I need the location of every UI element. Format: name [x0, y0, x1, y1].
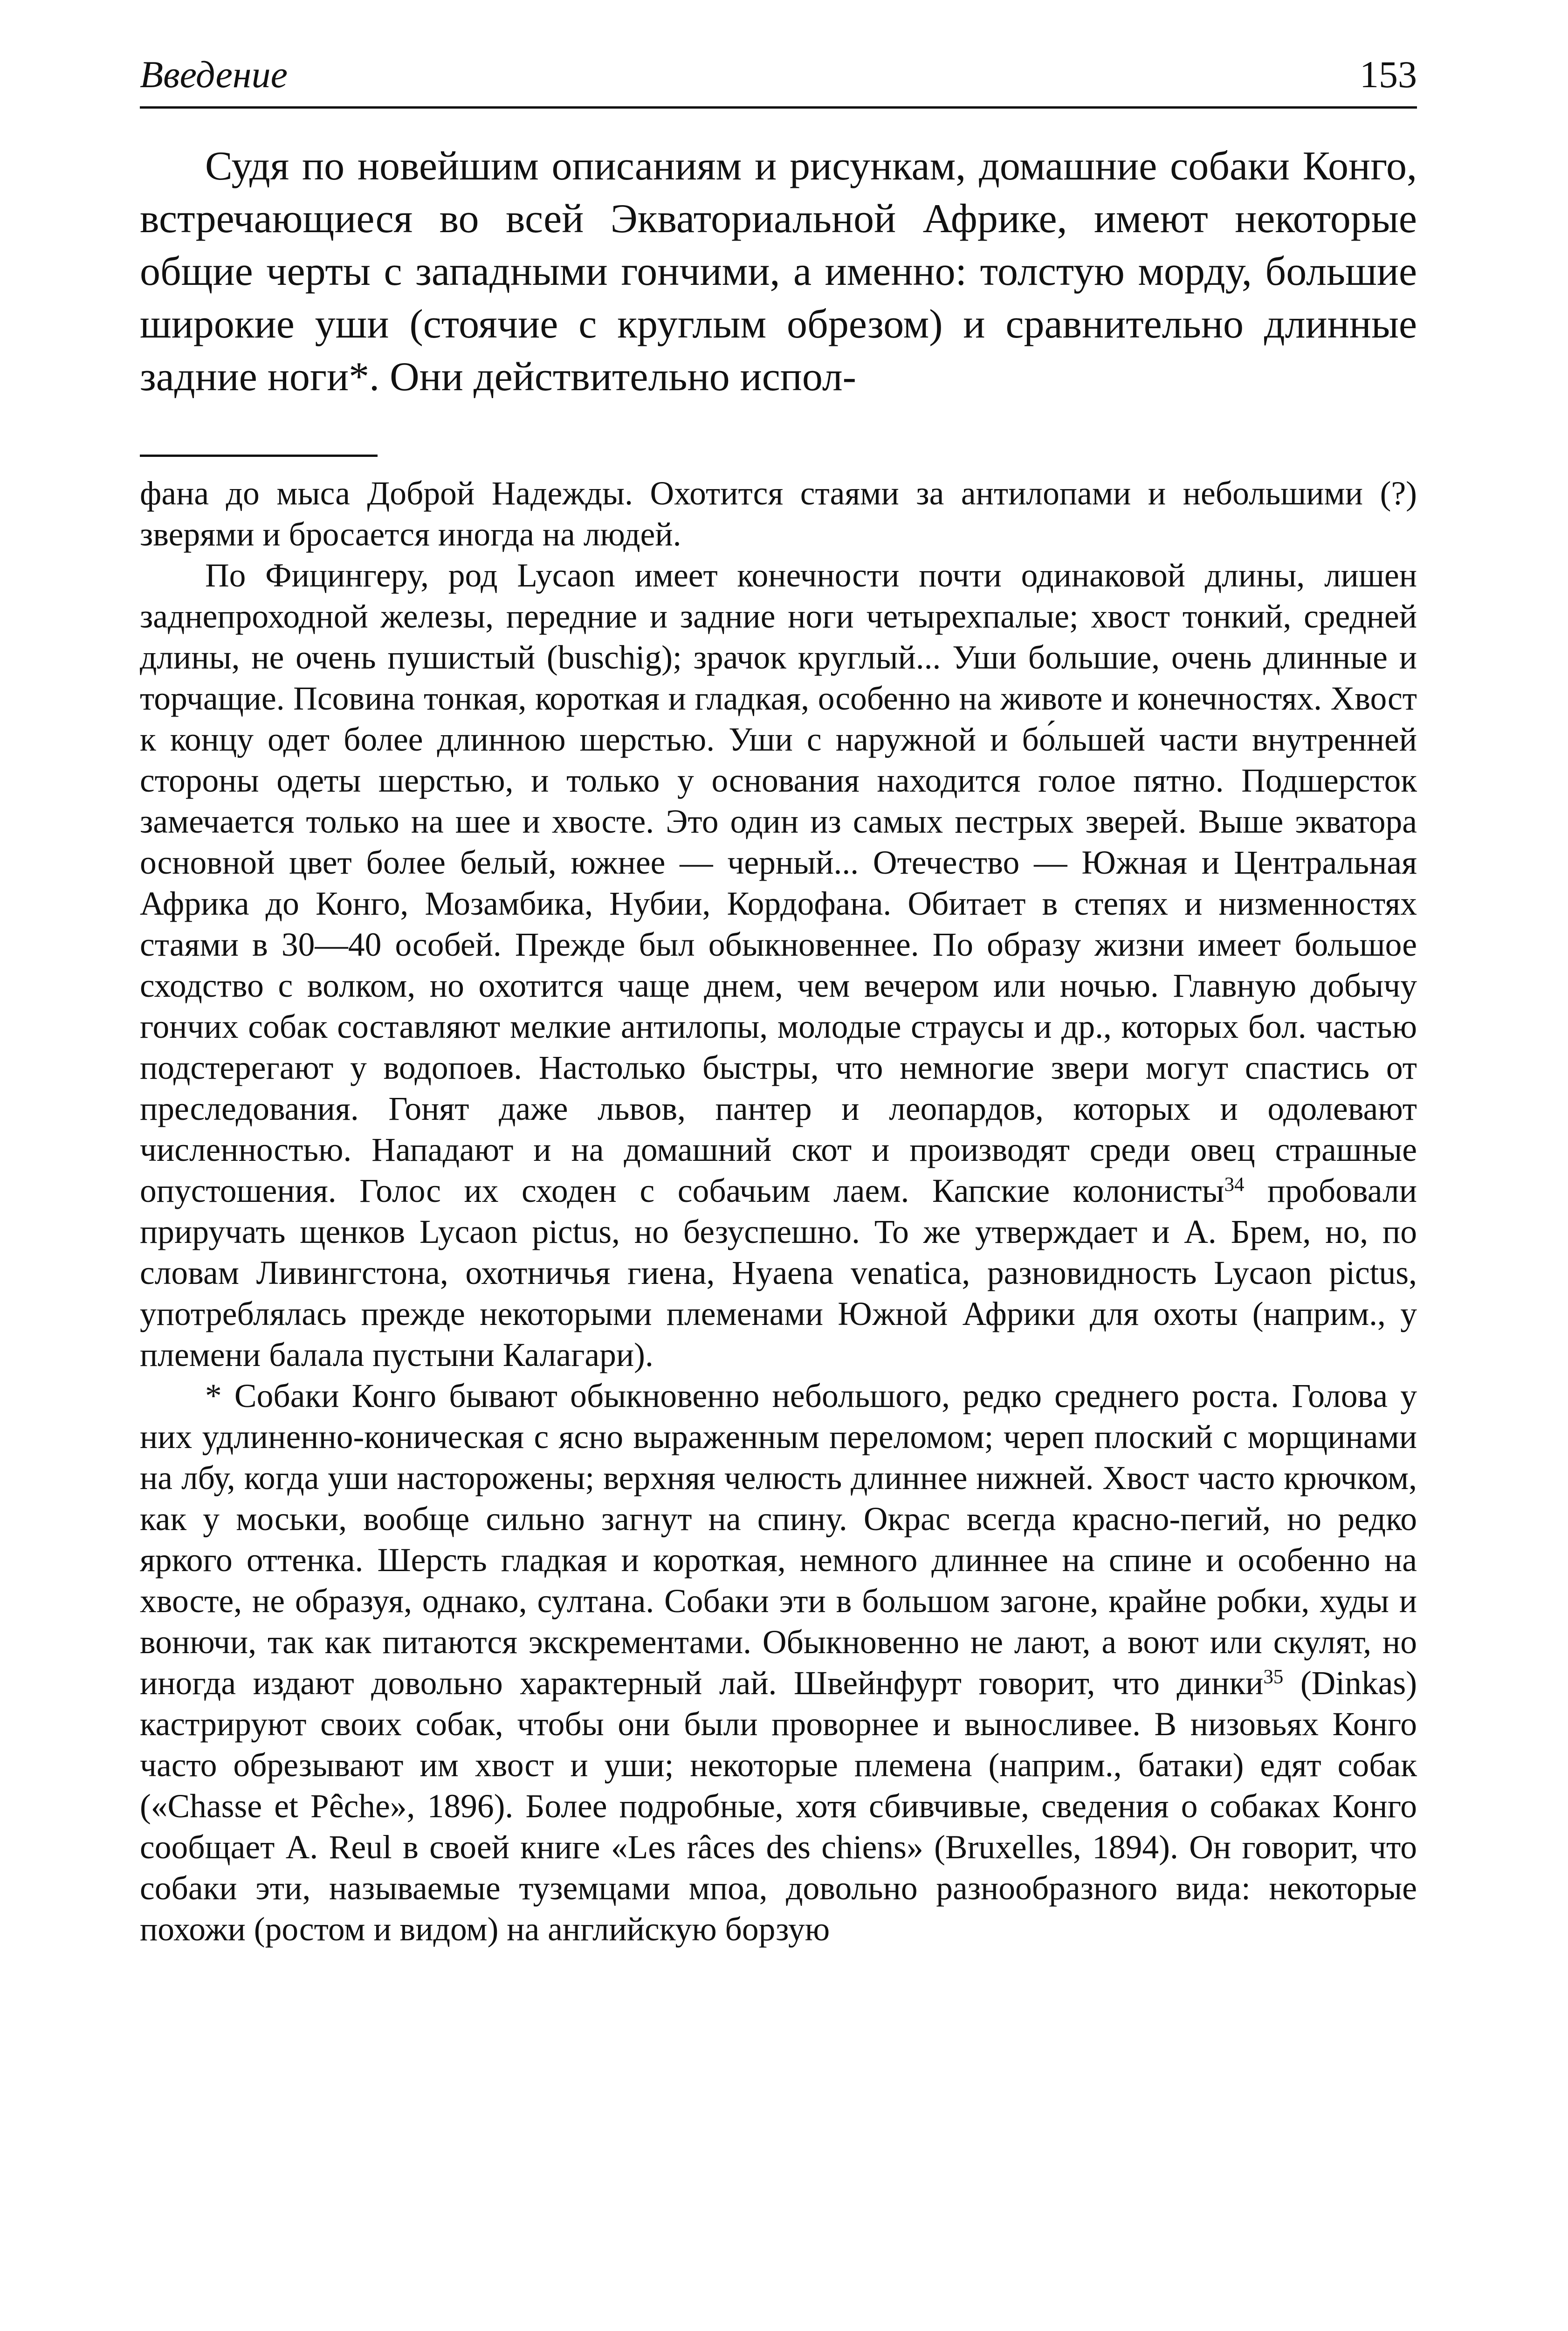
running-title: Введение [140, 53, 288, 96]
footnote-text: пробовали приручать щенков Lycaon pictus, но безуспешно. То же утверждает и А. Брем, но, по словам Ливингстона, охотничья гиена, Hyaena venatica, разновидность Lycaon pictus, употреблялась прежде некоторыми племенами Южной Африки для охоты (наприм., у племени балала пустыни Калагари). [140, 1172, 1417, 1373]
main-paragraph: Судя по новейшим описаниям и рисункам, домашние собаки Конго, встречающиеся во всей Экваториальной Африке, имеют некоторые общие черты с западными гончими, а именно: толстую морду, большие широкие уши (стоячие с круглым обрезом) и сравнительно длинные задние ноги*. Они действительно испол- [140, 144, 1417, 400]
footnote-text: По Фицингеру, род Lycaon имеет конечности почти одинаковой длины, лишен заднепроходной железы, передние и задние ноги четырехпалые; хвост тонкий, средней длины, не очень пушистый (buschig); зрачок круглый... Уши большие, очень длинные и торчащие. Псовина тонкая, короткая и гладкая, особенно на животе и конечностях. Хвост к концу одет более длинною шерстью. Уши с наружной и бо́льшей части внутренней стороны одеты шерстью, и только у основания находится голое пятно. Подшерсток замечается только на шее и хвосте. Это один из самых пестрых зверей. Выше экватора основной цвет более белый, южнее — черный... Отечество — Южная и Центральная Африка до Конго, Мозамбика, Нубии, Кордофана. Обитает в степях и низменностях стаями в 30—40 особей. Прежде был обыкновеннее. По образу жизни имеет большое сходство с волком, но охотится чаще днем, чем вечером или ночью. Главную добычу гончих собак составляют мелкие антилопы, молодые страусы и др., которых бол. частью подстерегают у водопоев. Настолько быстры, что немногие звери могут спастись от преследования. Гонят даже львов, пантер и леопардов, которых и одолевают численностью. Нападают и на домашний скот и производят среди овец страшные опустошения. Голос их сходен с собачьим лаем. Капские колонисты [140, 557, 1417, 1209]
page-number: 153 [1360, 53, 1417, 96]
footnotes [140, 473, 1417, 1950]
footnote-lycaon [140, 555, 1417, 1376]
footnote-separator [140, 455, 378, 457]
note-reference-34: 34 [1224, 1173, 1245, 1196]
footnote-text: (Dinkas) кастрируют своих собак, чтобы они были проворнее и выносливее. В низовьях Конго часто обрезывают им хвост и уши; некоторые племена (наприм., батаки) едят собак («Chasse et Pêche», 1896). Более подробные, хотя сбивчивые, сведения о собаках Конго сообщает А. Reul в своей книге «Les râces des chiens» (Bruxelles, 1894). Он говорит, что собаки эти, называемые туземцами мпоа, довольно разнообразного вида: некоторые похожи (ростом и видом) на английскую борзую [140, 1665, 1417, 1948]
footnote-continuation [140, 473, 1417, 555]
note-reference-35: 35 [1263, 1666, 1284, 1688]
footnote-congo-dogs [140, 1376, 1417, 1950]
header-rule [140, 106, 1417, 109]
footnote-text: * Собаки Конго бывают обыкновенно небольшого, редко среднего роста. Голова у них удлиненно-коническая с ясно выраженным переломом; череп плоский с морщинами на лбу, когда уши насторожены; верхняя челюсть длиннее нижней. Хвост часто крючком, как у моськи, вообще сильно загнут на спину. Окрас всегда красно-пегий, но редко яркого оттенка. Шерсть гладкая и короткая, немного длиннее на спине и особенно на хвосте, не образуя, однако, султана. Собаки эти в большом загоне, крайне робки, худы и вонючи, так как питаются экскрементами. Обыкновенно не лают, а воют или скулят, но иногда издают довольно характерный лай. Швейнфурт говорит, что динки [140, 1378, 1417, 1702]
page-header [140, 49, 1417, 100]
footnote-text: фана до мыса Доброй Надежды. Охотится стаями за антилопами и небольшими (?) зверями и бросается иногда на людей. [140, 475, 1417, 553]
book-page [140, 0, 1417, 2331]
